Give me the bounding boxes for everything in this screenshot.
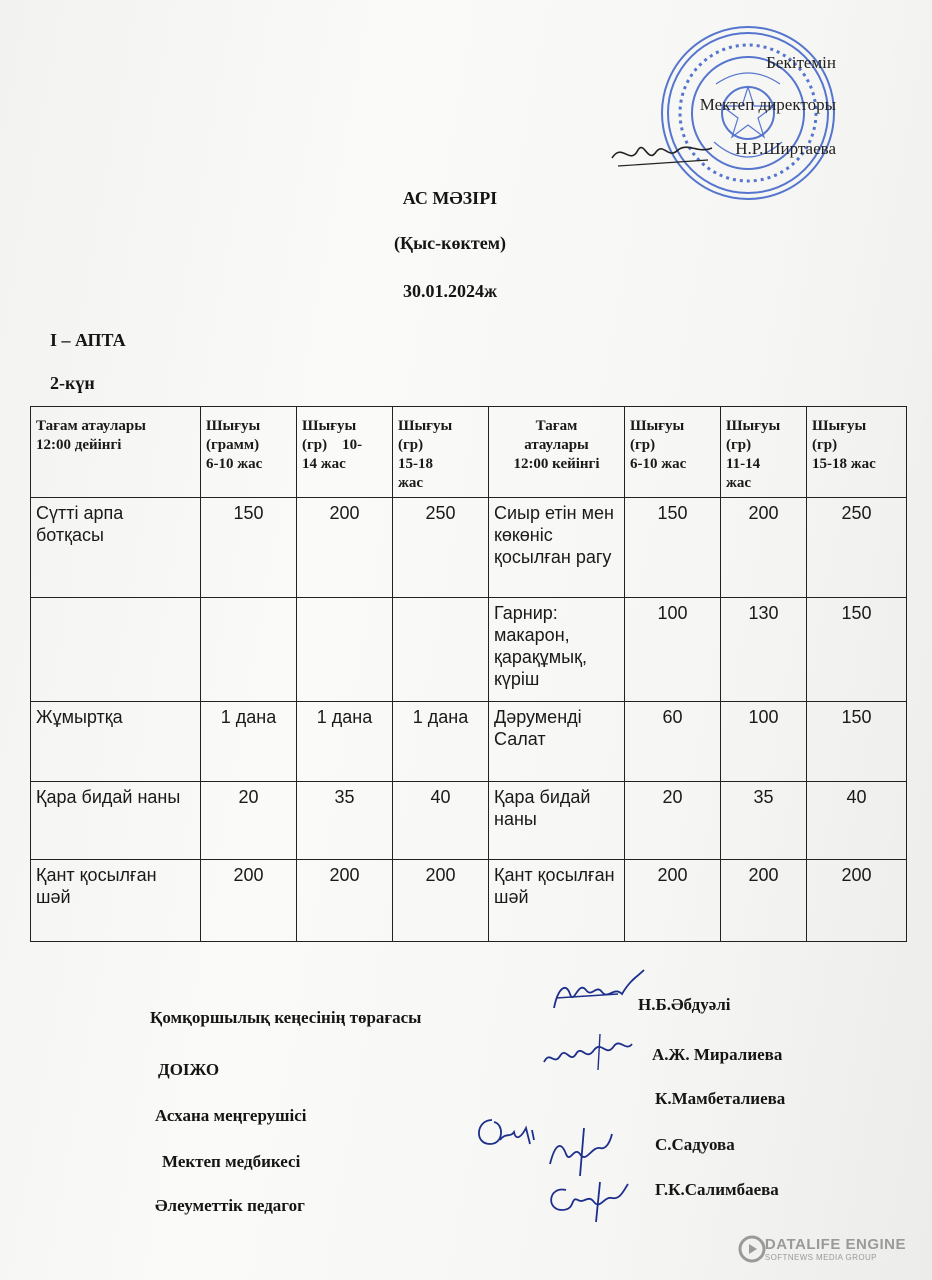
dish-before-noon xyxy=(31,598,201,702)
portion-6-10: 200 xyxy=(201,860,297,942)
signature-icon xyxy=(540,1176,632,1226)
header-cell: Шығуы (гр) 10- 14 жас xyxy=(297,407,393,498)
header-cell: Тағам атаулары 12:00 дейінгі xyxy=(31,407,201,498)
portion-6-10: 20 xyxy=(201,782,297,860)
portion-11-14: 130 xyxy=(721,598,807,702)
portion-11-14: 35 xyxy=(721,782,807,860)
day-label: 2-күн xyxy=(50,373,95,393)
portion-10-14 xyxy=(297,598,393,702)
dish-after-noon: Қант қосылған шәй xyxy=(489,860,625,942)
portion-6-10 xyxy=(201,598,297,702)
portion-15-18: 200 xyxy=(807,860,907,942)
watermark-sub: SOFTNEWS MEDIA GROUP xyxy=(764,1253,877,1262)
table-row xyxy=(31,598,907,702)
dish-before-noon: Жұмыртқа xyxy=(31,702,201,782)
dish-after-noon: Гарнир: макарон, қарақұмық, күріш xyxy=(489,598,625,702)
approval-position: Мектеп директоры xyxy=(699,95,836,114)
portion-6-10: 150 xyxy=(201,498,297,598)
signature-icon xyxy=(470,1110,550,1156)
portion-15-18: 1 дана xyxy=(393,702,489,782)
menu-title: АС МӘЗІРІ xyxy=(402,188,498,208)
portion-15-18: 200 xyxy=(393,860,489,942)
dish-before-noon: Қант қосылған шәй xyxy=(31,860,201,942)
portion-6-10: 100 xyxy=(625,598,721,702)
portion-6-10: 150 xyxy=(625,498,721,598)
portion-15-18: 40 xyxy=(807,782,907,860)
portion-6-10: 1 дана xyxy=(201,702,297,782)
table-row xyxy=(31,702,907,782)
signatory-role: Әлеуметтік педагог xyxy=(155,1196,305,1215)
signatory-name: К.Мамбеталиева xyxy=(655,1089,786,1108)
portion-6-10: 60 xyxy=(625,702,721,782)
approval-approved-label: Бекітемін xyxy=(766,53,836,72)
menu-season: (Қыс-көктем) xyxy=(394,233,506,253)
watermark xyxy=(765,1236,906,1262)
portion-6-10: 20 xyxy=(625,782,721,860)
portion-10-14: 1 дана xyxy=(297,702,393,782)
table-row xyxy=(31,782,907,860)
datalife-logo-icon xyxy=(738,1235,766,1263)
signatory-name: С.Садуова xyxy=(655,1135,735,1154)
portion-10-14: 200 xyxy=(297,498,393,598)
portion-11-14: 100 xyxy=(721,702,807,782)
header-cell: Шығуы (грамм) 6-10 жас xyxy=(201,407,297,498)
portion-15-18: 250 xyxy=(807,498,907,598)
signature-icon xyxy=(540,1026,636,1076)
portion-6-10: 200 xyxy=(625,860,721,942)
portion-11-14: 200 xyxy=(721,860,807,942)
director-signature-icon xyxy=(608,136,718,176)
approval-director-name: Н.Р.Ширтаева xyxy=(735,139,836,158)
menu-table xyxy=(30,406,907,942)
portion-15-18: 40 xyxy=(393,782,489,860)
signature-icon xyxy=(540,1124,616,1178)
dish-after-noon: Дәруменді Салат xyxy=(489,702,625,782)
header-cell: Шығуы (гр) 11-14 жас xyxy=(721,407,807,498)
watermark-brand: DATALIFE ENGINE xyxy=(764,1236,906,1253)
week-label: І – АПТА xyxy=(50,330,126,350)
menu-date: 30.01.2024ж xyxy=(402,281,498,301)
signatory-role: Қомқоршылық кеңесінің төрағасы xyxy=(150,1008,422,1027)
table-row xyxy=(31,498,907,598)
signatory-name: Г.К.Салимбаева xyxy=(655,1180,779,1199)
signatory-name: А.Ж. Миралиева xyxy=(652,1045,783,1064)
portion-15-18 xyxy=(393,598,489,702)
dish-after-noon: Сиыр етін мен көкөніс қосылған рагу xyxy=(489,498,625,598)
portion-11-14: 200 xyxy=(721,498,807,598)
header-cell: Шығуы (гр) 15-18 жас xyxy=(807,407,907,498)
signatory-role: ДОІЖО xyxy=(158,1060,220,1079)
signatory-role: Асхана меңгерушісі xyxy=(155,1106,307,1125)
dish-before-noon: Сүтті арпа ботқасы xyxy=(31,498,201,598)
portion-15-18: 250 xyxy=(393,498,489,598)
signature-icon xyxy=(548,968,648,1020)
header-cell: Тағам атаулары 12:00 кейінгі xyxy=(489,407,625,498)
portion-10-14: 200 xyxy=(297,860,393,942)
portion-15-18: 150 xyxy=(807,702,907,782)
header-cell: Шығуы (гр) 15-18 жас xyxy=(393,407,489,498)
table-header-row xyxy=(31,407,907,498)
header-cell: Шығуы (гр) 6-10 жас xyxy=(625,407,721,498)
portion-10-14: 35 xyxy=(297,782,393,860)
table-row xyxy=(31,860,907,942)
dish-after-noon: Қара бидай наны xyxy=(489,782,625,860)
signatory-role: Мектеп медбикесі xyxy=(162,1152,301,1171)
portion-15-18: 150 xyxy=(807,598,907,702)
dish-before-noon: Қара бидай наны xyxy=(31,782,201,860)
signatory-name: Н.Б.Әбдуәлі xyxy=(638,995,731,1014)
